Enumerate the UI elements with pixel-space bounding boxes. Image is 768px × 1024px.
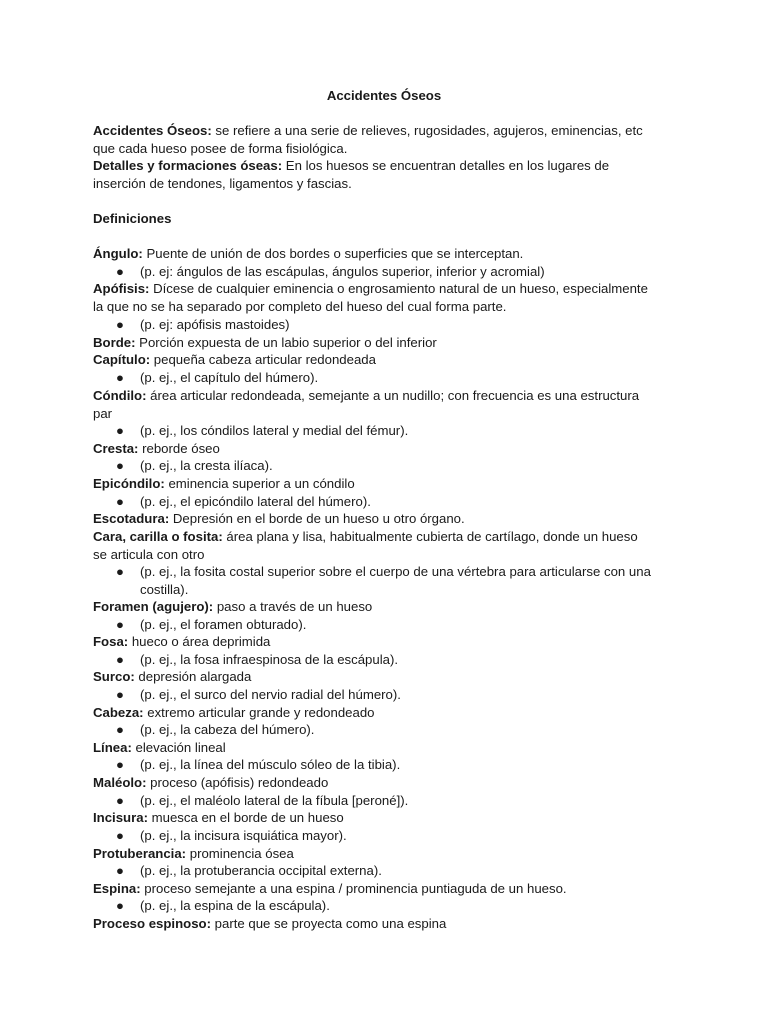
example-text: (p. ej., la espina de la escápula). [140, 898, 330, 913]
definition [93, 880, 653, 898]
definition-term: Epicóndilo: [93, 476, 165, 491]
definition-term: Surco: [93, 669, 135, 684]
bullet-icon: ● [116, 264, 124, 279]
bullet-icon: ● [116, 793, 124, 808]
example-text: (p. ej., la fosita costal superior sobre el cuerpo de una vértebra para articularse con una costilla). [140, 564, 651, 597]
example-text: (p. ej., los cóndilos lateral y medial del fémur). [140, 423, 409, 438]
definition-text: parte que se proyecta como una espina [211, 916, 447, 931]
definition-text: paso a través de un hueso [213, 599, 373, 614]
bullet-icon: ● [116, 458, 124, 473]
bullet-icon: ● [116, 722, 124, 737]
intro-term: Accidentes Óseos: [93, 123, 212, 138]
example-text: (p. ej: ángulos de las escápulas, ángulos superior, inferior y acromial) [140, 264, 545, 279]
definition-term: Cabeza: [93, 705, 144, 720]
example-item [116, 686, 656, 704]
definition-term: Escotadura: [93, 511, 170, 526]
definition-term: Proceso espinoso: [93, 916, 211, 931]
definition [93, 245, 653, 263]
definition [93, 598, 653, 616]
definition-term: Cóndilo: [93, 388, 147, 403]
definition-text: pequeña cabeza articular redondeada [150, 352, 376, 367]
bullet-icon: ● [116, 687, 124, 702]
definition-term: Espina: [93, 881, 141, 896]
definition-text: eminencia superior a un cóndilo [164, 476, 355, 491]
definition-text: prominencia ósea [186, 846, 294, 861]
example-text: (p. ej., el foramen obturado). [140, 617, 307, 632]
example-item [116, 563, 656, 598]
example-text: (p. ej., el epicóndilo lateral del húmero). [140, 494, 371, 509]
example-text: (p. ej., la fosa infraespinosa de la escápula). [140, 652, 399, 667]
definition-text: Dícese de cualquier eminencia o engrosamiento natural de un hueso, especialmente la que no se ha separado por completo del hueso del cual forma parte. [93, 281, 648, 314]
bullet-icon: ● [116, 757, 124, 772]
definition-term: Línea: [93, 740, 132, 755]
bullet-icon: ● [116, 617, 124, 632]
example-item [116, 457, 656, 475]
definition [93, 280, 653, 315]
example-item [116, 316, 656, 334]
definition-text: elevación lineal [131, 740, 226, 755]
definition [93, 704, 653, 722]
definition-text: Puente de unión de dos bordes o superficies que se interceptan. [142, 246, 524, 261]
example-text: (p. ej., la cabeza del húmero). [140, 722, 315, 737]
bullet-icon: ● [116, 423, 124, 438]
example-item [116, 422, 656, 440]
example-item [116, 651, 656, 669]
definition [93, 774, 653, 792]
section-heading: Definiciones [93, 211, 172, 226]
definition [93, 668, 653, 686]
example-text: (p. ej., la incisura isquiática mayor). [140, 828, 347, 843]
intro-paragraph [93, 122, 653, 157]
example-text: (p. ej: apófisis mastoides) [140, 317, 290, 332]
example-item [116, 862, 656, 880]
definition-term: Fosa: [93, 634, 129, 649]
definition-term: Capítulo: [93, 352, 151, 367]
bullet-icon: ● [116, 317, 124, 332]
bullet-icon: ● [116, 863, 124, 878]
definition-term: Cara, carilla o fosita: [93, 529, 223, 544]
example-text: (p. ej., el surco del nervio radial del húmero). [140, 687, 401, 702]
intro-text: se refiere a una serie de relieves, rugosidades, agujeros, eminencias, etc que cada hueso posee de forma fisiológica. [93, 123, 643, 156]
definition [93, 809, 653, 827]
definition [93, 334, 653, 352]
definition [93, 739, 653, 757]
definition-text: muesca en el borde de un hueso [147, 810, 344, 825]
example-text: (p. ej., la línea del músculo sóleo de la tibia). [140, 757, 401, 772]
bullet-icon: ● [116, 828, 124, 843]
definition-text: reborde óseo [138, 441, 220, 456]
bullet-icon: ● [116, 370, 124, 385]
definition-text: extremo articular grande y redondeado [143, 705, 375, 720]
example-text: (p. ej., el capítulo del húmero). [140, 370, 319, 385]
example-text: (p. ej., la protuberancia occipital externa). [140, 863, 382, 878]
definition-term: Protuberancia: [93, 846, 187, 861]
definition-term: Maléolo: [93, 775, 147, 790]
definition-term: Cresta: [93, 441, 139, 456]
definition-text: hueco o área deprimida [128, 634, 271, 649]
definition-term: Foramen (agujero): [93, 599, 214, 614]
example-item [116, 263, 656, 281]
definition-text: Depresión en el borde de un hueso u otro órgano. [169, 511, 465, 526]
intro-text: En los huesos se encuentran detalles en los lugares de inserción de tendones, ligamentos y fascias. [93, 158, 610, 191]
bullet-icon: ● [116, 564, 124, 579]
definition [93, 387, 653, 422]
definition-text: Porción expuesta de un labio superior o del inferior [135, 335, 437, 350]
definition [93, 528, 653, 563]
example-item [116, 616, 656, 634]
definition [93, 510, 653, 528]
definition [93, 915, 653, 933]
definition-text: área plana y lisa, habitualmente cubierta de cartílago, donde un hueso se articula con otro [93, 529, 638, 562]
definition-term: Incisura: [93, 810, 148, 825]
definition-text: proceso (apófisis) redondeado [146, 775, 329, 790]
bullet-icon: ● [116, 652, 124, 667]
definition [93, 475, 653, 493]
page-title: Accidentes Óseos [326, 88, 442, 103]
definition [93, 440, 653, 458]
definition [93, 351, 653, 369]
intro-paragraph [93, 157, 653, 192]
example-item [116, 369, 656, 387]
example-text: (p. ej., el maléolo lateral de la fíbula [peroné]). [140, 793, 409, 808]
definition-term: Apófisis: [93, 281, 150, 296]
example-item [116, 493, 656, 511]
definition [93, 845, 653, 863]
definition-term: Ángulo: [93, 246, 143, 261]
example-item [116, 897, 656, 915]
example-item [116, 792, 656, 810]
definition [93, 633, 653, 651]
example-item [116, 827, 656, 845]
example-text: (p. ej., la cresta ilíaca). [140, 458, 273, 473]
bullet-icon: ● [116, 898, 124, 913]
definition-text: área articular redondeada, semejante a un nudillo; con frecuencia es una estructura par [93, 388, 640, 421]
example-item [116, 721, 656, 739]
definition-text: proceso semejante a una espina / prominencia puntiaguda de un hueso. [140, 881, 567, 896]
definition-text: depresión alargada [134, 669, 252, 684]
bullet-icon: ● [116, 494, 124, 509]
example-item [116, 756, 656, 774]
intro-term: Detalles y formaciones óseas: [93, 158, 283, 173]
definition-term: Borde: [93, 335, 136, 350]
